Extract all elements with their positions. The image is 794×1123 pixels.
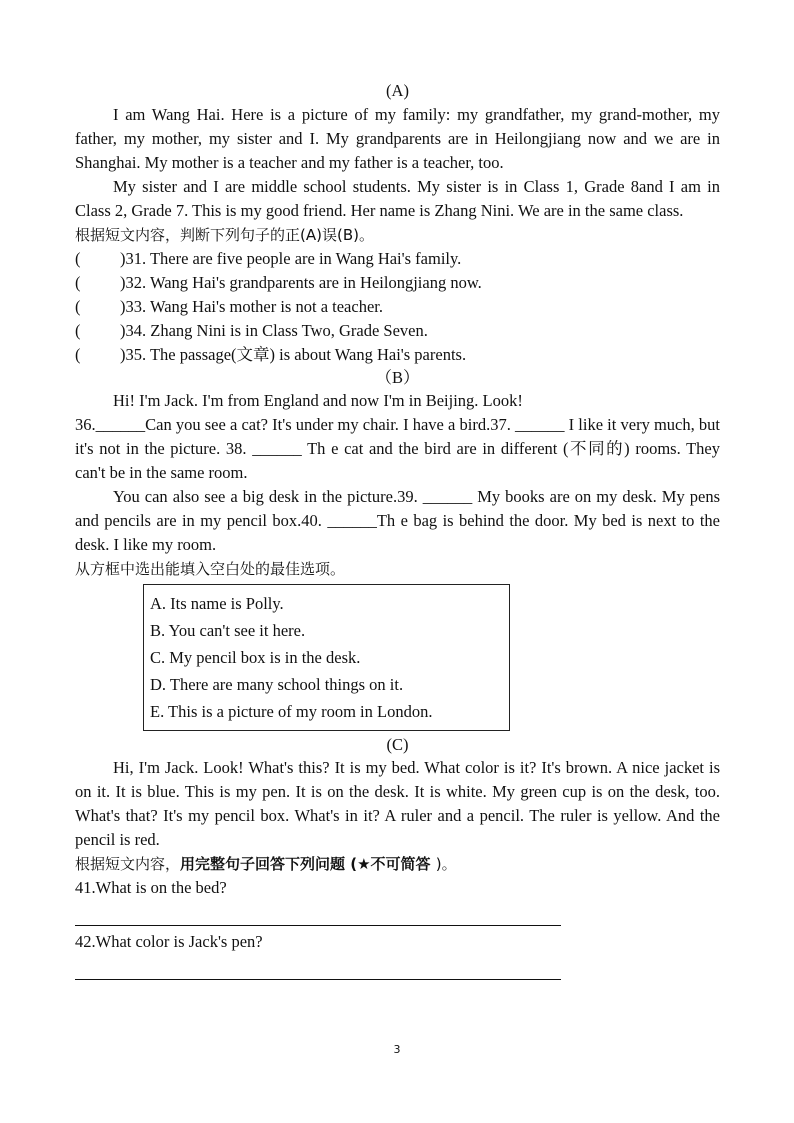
section-a-questions — [75, 247, 720, 367]
page-number: 3 — [393, 1043, 401, 1056]
section-a-instruction: 根据短文内容，判断下列句子的正(A)误(B)。 — [75, 226, 374, 244]
question-34 — [75, 319, 720, 343]
option-b: B. You can't see it here. — [150, 621, 306, 640]
question-text: )32. Wang Hai's grandparents are in Heilongjiang now. — [120, 273, 482, 292]
instruction-part-2: 用完整句子回答下列问题 (★不可简答 — [180, 855, 436, 873]
section-b-paragraph-2: You can also see a big desk in the picture.39. ______ My books are on my desk. My pens and pencils are in my pencil box.40. ______Th e bag is behind the door. My bed is next to the desk. I like my room. — [75, 487, 720, 554]
section-a-paragraph-2: My sister and I are middle school students. My sister is in Class 1, Grade 8and I am in Class 2, Grade 7. This is my good friend. Her name is Zhang Nini. We are in the same class. — [75, 177, 720, 220]
section-c-instruction — [75, 852, 720, 876]
question-text: )35. The passage(文章) is about Wang Hai's parents. — [120, 345, 467, 364]
answer-paren[interactable]: ( — [75, 249, 81, 268]
answer-line-41[interactable] — [75, 900, 561, 926]
question-31 — [75, 247, 720, 271]
answer-paren[interactable]: ( — [75, 297, 81, 316]
section-b-paragraph-1: 36.______Can you see a cat? It's under my chair. I have a bird.37. ______ I like it very much, but it's not in the picture. 38. ______ Th e cat and the bird are in different (不同的) rooms. They can't be in the same room. — [75, 415, 720, 482]
question-42: 42.What color is Jack's pen? — [75, 932, 263, 951]
answer-paren[interactable]: ( — [75, 345, 81, 364]
section-c-heading: (C) — [386, 735, 409, 754]
section-b-line-1: Hi! I'm Jack. I'm from England and now I'm in Beijing. Look! — [113, 391, 523, 410]
question-33 — [75, 295, 720, 319]
answer-line-42[interactable] — [75, 954, 561, 980]
section-b-heading: （B） — [375, 368, 420, 387]
section-a-heading: (A) — [386, 81, 409, 100]
option-e: E. This is a picture of my room in London. — [150, 702, 433, 721]
option-d: D. There are many school things on it. — [150, 675, 404, 694]
option-c: C. My pencil box is in the desk. — [150, 648, 361, 667]
question-35 — [75, 343, 720, 367]
instruction-part-1: 根据短文内容， — [75, 855, 181, 873]
options-box — [143, 584, 510, 731]
section-b-instruction: 从方框中选出能填入空白处的最佳选项。 — [75, 560, 346, 578]
question-41: 41.What is on the bed? — [75, 878, 227, 897]
question-text: )31. There are five people are in Wang Hai's family. — [120, 249, 462, 268]
answer-paren[interactable]: ( — [75, 321, 81, 340]
question-32 — [75, 271, 720, 295]
question-text: )34. Zhang Nini is in Class Two, Grade Seven. — [120, 321, 428, 340]
option-a: A. Its name is Polly. — [150, 594, 284, 613]
worksheet-page — [75, 80, 720, 984]
section-c-paragraph: Hi, I'm Jack. Look! What's this? It is my bed. What color is it? It's brown. A nice jacket is on it. It is blue. This is my pen. It is on the desk. It is white. My green cup is on the desk, too. What's that? It's my pencil box. What's in it? A ruler and a pencil. The ruler is yellow. And the pencil is red. — [75, 758, 720, 849]
answer-paren[interactable]: ( — [75, 273, 81, 292]
instruction-part-3: )。 — [435, 855, 457, 873]
question-text: )33. Wang Hai's mother is not a teacher. — [120, 297, 383, 316]
section-a-paragraph-1: I am Wang Hai. Here is a picture of my family: my grandfather, my grand-mother, my father, my mother, my sister and I. My grandparents are in Heilongjiang now and we are in Shanghai. My mother is a teacher and my father is a teacher, too. — [75, 105, 720, 172]
